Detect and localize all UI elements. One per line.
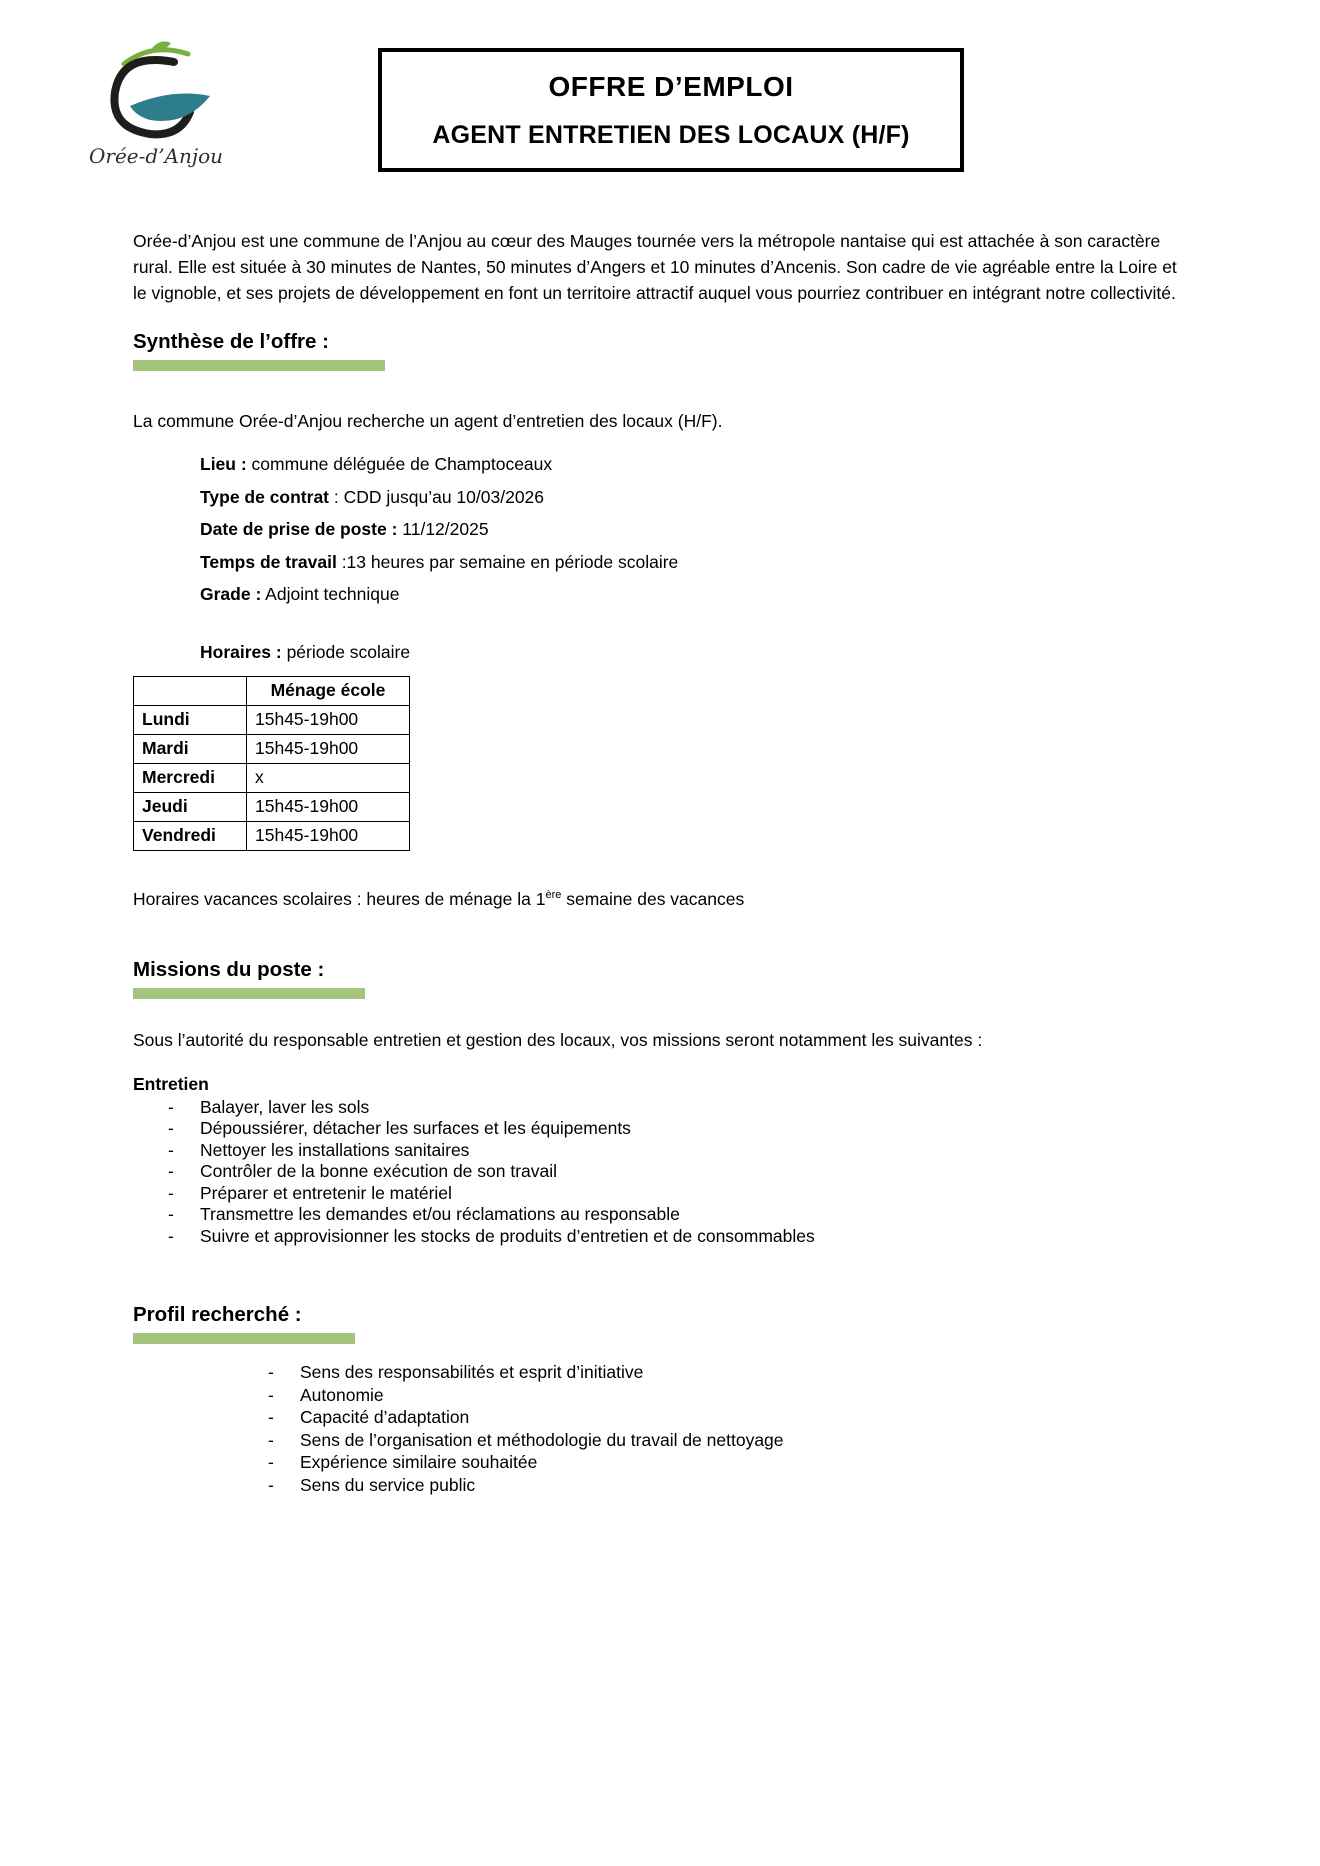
detail-contrat bbox=[200, 481, 1186, 514]
horaires-label: Horaires : bbox=[200, 641, 282, 662]
detail-value: commune déléguée de Champtoceaux bbox=[246, 454, 553, 474]
day-cell: Mercredi bbox=[134, 763, 247, 792]
table-row bbox=[134, 792, 410, 821]
section-profil bbox=[133, 1303, 1186, 1344]
profil-list bbox=[133, 1361, 1186, 1496]
missions-subheading: Entretien bbox=[133, 1073, 209, 1094]
day-cell: Jeudi bbox=[134, 792, 247, 821]
section-synthese bbox=[133, 330, 1186, 371]
list-item: - Sens du service public bbox=[133, 1474, 1186, 1497]
horaires-value: période scolaire bbox=[281, 641, 411, 662]
detail-lieu bbox=[200, 448, 1186, 481]
table-row bbox=[134, 705, 410, 734]
detail-value: : CDD jusqu’au 10/03/2026 bbox=[329, 486, 545, 507]
detail-label: Type de contrat bbox=[200, 486, 330, 507]
offer-details bbox=[200, 448, 1186, 611]
table-row bbox=[134, 821, 410, 850]
oree-d-anjou-logo-icon bbox=[86, 34, 226, 146]
synthese-heading: Synthèse de l’offre : bbox=[133, 330, 329, 353]
profil-heading: Profil recherché : bbox=[133, 1303, 302, 1326]
missions-heading: Missions du poste : bbox=[133, 957, 325, 981]
time-cell: 15h45-19h00 bbox=[247, 734, 410, 763]
horaires-line bbox=[200, 642, 1186, 663]
logo-wordmark: Orée-d’Anjou bbox=[89, 144, 223, 168]
green-accent-bar bbox=[133, 1333, 355, 1344]
list-item: - Sens de l’organisation et méthodologie du travail de nettoyage bbox=[133, 1429, 1186, 1452]
day-cell: Mardi bbox=[134, 734, 247, 763]
detail-label: Temps de travail bbox=[200, 551, 337, 572]
list-item: - Contrôler de la bonne exécution de son travail bbox=[133, 1161, 1186, 1183]
job-title: AGENT ENTRETIEN DES LOCAUX (H/F) bbox=[432, 120, 910, 149]
list-item: - Préparer et entretenir le matériel bbox=[133, 1183, 1186, 1205]
time-cell: x bbox=[247, 763, 410, 792]
missions-list bbox=[133, 1097, 1186, 1248]
list-item: - Balayer, laver les sols bbox=[133, 1097, 1186, 1119]
table-header-row bbox=[134, 676, 410, 705]
job-offer-title-box bbox=[378, 48, 964, 172]
detail-prise-de-poste bbox=[200, 513, 1186, 546]
detail-grade bbox=[200, 578, 1186, 611]
list-item: - Dépoussiérer, détacher les surfaces et les équipements bbox=[133, 1118, 1186, 1140]
intro-paragraph: Orée-d’Anjou est une commune de l’Anjou au cœur des Mauges tournée vers la métropole nantaise qui est attachée à son caractère rural. Elle est située à 30 minutes de Nantes, 50 minutes d’Angers et 10 minutes d’Ancenis. Son cadre de vie agréable entre la Loire et le vignoble, et ses projets de développement en font un territoire attractif auquel vous pourriez contribuer en intégrant notre collectivité. bbox=[133, 231, 1177, 303]
vacances-note bbox=[133, 889, 1186, 910]
list-item: - Transmettre les demandes et/ou réclamations au responsable bbox=[133, 1204, 1186, 1226]
time-cell: 15h45-19h00 bbox=[247, 705, 410, 734]
list-item: - Nettoyer les installations sanitaires bbox=[133, 1140, 1186, 1162]
oree-d-anjou-logo bbox=[86, 34, 226, 168]
section-missions bbox=[133, 958, 1186, 999]
table-row bbox=[134, 734, 410, 763]
time-cell: 15h45-19h00 bbox=[247, 821, 410, 850]
document-header bbox=[0, 0, 1320, 212]
list-item: - Capacité d’adaptation bbox=[133, 1406, 1186, 1429]
detail-label: Lieu : bbox=[200, 454, 247, 474]
offer-title: OFFRE D’EMPLOI bbox=[548, 70, 794, 102]
schedule-table bbox=[133, 676, 410, 851]
green-accent-bar bbox=[133, 360, 385, 371]
time-cell: 15h45-19h00 bbox=[247, 792, 410, 821]
ordinal-superscript: ère bbox=[545, 888, 562, 901]
header-cell-empty bbox=[134, 676, 247, 705]
detail-value: 11/12/2025 bbox=[397, 519, 489, 539]
missions-intro: Sous l’autorité du responsable entretien et gestion des locaux, vos missions seront notamment les suivantes : bbox=[133, 1029, 983, 1050]
detail-label: Grade : bbox=[200, 584, 262, 604]
detail-value: Adjoint technique bbox=[261, 584, 400, 604]
table-row bbox=[134, 763, 410, 792]
list-item: - Autonomie bbox=[133, 1384, 1186, 1407]
detail-value: :13 heures par semaine en période scolaire bbox=[336, 551, 679, 572]
list-item: - Expérience similaire souhaitée bbox=[133, 1451, 1186, 1474]
list-item: - Sens des responsabilités et esprit d’initiative bbox=[133, 1361, 1186, 1384]
header-cell-menage-ecole: Ménage école bbox=[247, 676, 410, 705]
vacances-note-text: semaine des vacances bbox=[561, 888, 745, 909]
green-accent-bar bbox=[133, 988, 365, 999]
document-body bbox=[133, 228, 1186, 1496]
detail-temps-travail bbox=[200, 546, 1186, 579]
detail-label: Date de prise de poste : bbox=[200, 519, 398, 539]
day-cell: Vendredi bbox=[134, 821, 247, 850]
vacances-note-text: Horaires vacances scolaires : heures de ménage la 1 bbox=[133, 888, 546, 909]
list-item: - Suivre et approvisionner les stocks de produits d’entretien et de consommables bbox=[133, 1226, 1186, 1248]
day-cell: Lundi bbox=[134, 705, 247, 734]
synthese-intro: La commune Orée-d’Anjou recherche un agent d’entretien des locaux (H/F). bbox=[133, 411, 723, 431]
